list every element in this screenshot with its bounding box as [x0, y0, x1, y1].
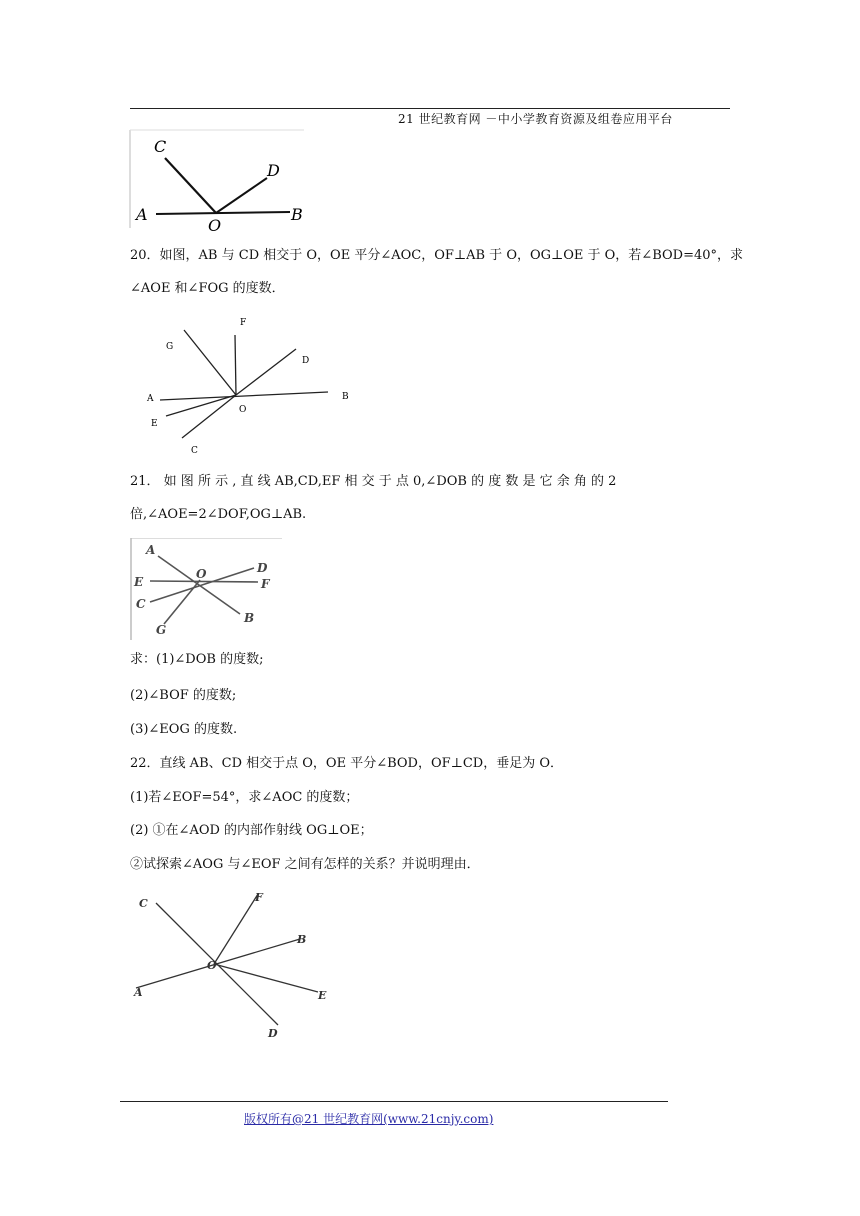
label-o: O	[207, 959, 217, 972]
label-a: A	[134, 986, 143, 999]
label-e: E	[151, 419, 158, 429]
q21-ask1: 求：(1)∠DOB 的度数;	[130, 652, 264, 667]
label-f: F	[240, 318, 247, 328]
label-b: B	[342, 392, 349, 402]
label-g: G	[166, 342, 174, 352]
q22-line1: 22．直线 AB、CD 相交于点 O，OE 平分∠BOD，OF⊥CD，垂足为 O．	[130, 756, 564, 771]
figure-q22	[128, 886, 344, 1048]
q22-line2: (1)若∠EOF=54°，求∠AOC 的度数；	[130, 790, 359, 805]
label-c: C	[154, 137, 167, 156]
label-f: F	[255, 891, 263, 904]
label-e: E	[318, 989, 327, 1002]
q21-line2: 倍,∠AOE=2∠DOF,OG⊥AB.	[130, 507, 307, 522]
q21-ask2: (2)∠BOF 的度数;	[130, 688, 237, 703]
q21-ask3: (3)∠EOG 的度数.	[130, 722, 238, 737]
q21-line1: 21． 如 图 所 示 , 直 线 AB,CD,EF 相 交 于 点 0,∠DOB 的 度 数 是 它 余 角 的 2	[130, 474, 617, 489]
figure-top	[128, 128, 308, 232]
header-rule	[130, 108, 730, 109]
label-o: O	[208, 216, 222, 232]
header-site-text: 21 世纪教育网 －中小学教育资源及组卷应用平台	[398, 112, 673, 126]
label-o: O	[196, 567, 207, 581]
label-d: D	[257, 561, 268, 575]
label-a: A	[147, 394, 154, 404]
label-c: C	[139, 897, 148, 910]
label-c: C	[191, 446, 198, 456]
footer-copyright-link[interactable]: 版权所有@21 世纪教育网(www.21cnjy.com)	[244, 1112, 494, 1126]
label-f: F	[261, 577, 270, 591]
label-d: D	[302, 356, 310, 366]
label-d: D	[268, 1027, 278, 1040]
q20-line1: 20．如图，AB 与 CD 相交于 O，OE 平分∠AOC，OF⊥AB 于 O，OG⊥OE 于 O，若∠BOD=40°，求	[130, 248, 744, 263]
figure-q21	[130, 538, 284, 640]
label-e: E	[134, 575, 144, 589]
figure-q20	[140, 312, 360, 460]
label-b: B	[291, 205, 303, 224]
label-g: G	[156, 623, 167, 637]
q22-line3: (2) ①在∠AOD 的内部作射线 OG⊥OE；	[130, 823, 373, 838]
footer-rule	[120, 1101, 668, 1102]
label-c: C	[136, 597, 146, 611]
label-o: O	[239, 405, 247, 415]
q22-line4: ②试探索∠AOG 与∠EOF 之间有怎样的关系？并说明理由．	[130, 857, 480, 872]
label-b: B	[244, 611, 255, 625]
label-a: A	[136, 205, 148, 224]
label-b: B	[297, 933, 307, 946]
label-d: D	[267, 161, 280, 180]
label-a: A	[146, 543, 156, 557]
q20-line2: ∠AOE 和∠FOG 的度数．	[130, 281, 285, 296]
